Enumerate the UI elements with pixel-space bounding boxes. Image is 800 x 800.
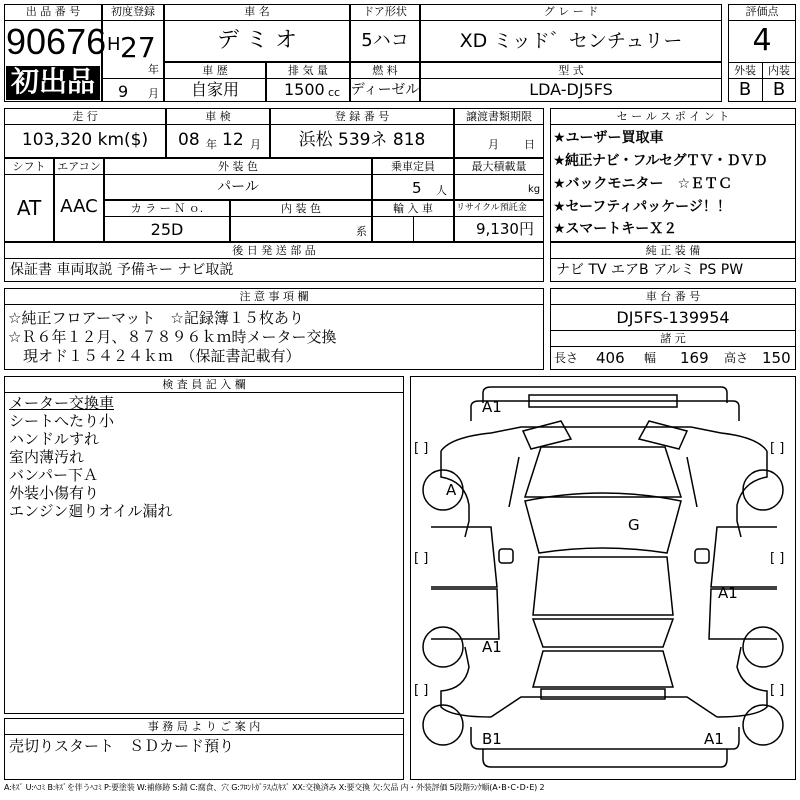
- damage-code-rear-left: B1: [482, 730, 502, 748]
- capacity-label: 乗車定員: [391, 160, 435, 173]
- height: 150: [762, 349, 791, 367]
- left-door-front: [431, 527, 497, 587]
- right-front-fender: [737, 451, 767, 537]
- office-label: 事 務 局 よ り ご 案 内: [147, 720, 261, 733]
- transfer-label: 譲渡書類期限: [466, 110, 532, 123]
- inspector-line: エンジン廻りオイル漏れ: [9, 502, 173, 520]
- damage-code-hood: G: [628, 516, 640, 534]
- spare-wheel-right: [743, 705, 783, 745]
- headlight-right: [639, 421, 687, 449]
- door-label: ドア形状: [363, 5, 407, 18]
- spare-wheel: [423, 705, 463, 745]
- reg-month-unit: 月: [148, 87, 159, 100]
- ext-color: パール: [217, 179, 259, 195]
- notes-label: 注 意 事 項 欄: [239, 290, 309, 303]
- roof: [533, 557, 673, 615]
- car-diagram: [411, 377, 795, 779]
- shift-label: シフト: [12, 160, 46, 173]
- inspection-year: 08: [178, 130, 200, 150]
- transfer-month-unit: 月: [488, 138, 499, 151]
- ac-label: エアコン: [57, 160, 101, 173]
- ac: AAC: [60, 196, 98, 217]
- import-label: 輸 入 車: [393, 202, 433, 215]
- mirror-left: [499, 549, 513, 563]
- sales-point: ★スマートキーＸ２: [553, 221, 678, 237]
- later-parts-label: 後 日 発 送 部 品: [232, 244, 316, 257]
- displacement: 1500: [284, 80, 325, 99]
- inspector-line: ハンドルすれ: [9, 430, 100, 448]
- int-color-label: 内 装 色: [281, 202, 321, 215]
- inspector-label: 検 査 員 記 入 欄: [162, 378, 246, 391]
- load-unit: kg: [528, 184, 541, 195]
- color-no-label: カ ラ ー Ｎ ｏ.: [130, 202, 204, 215]
- model-code: LDA-DJ5FS: [529, 80, 613, 99]
- first-listing-text: 初出品: [10, 65, 95, 98]
- capacity-unit: 人: [436, 184, 447, 197]
- fuel-label: 燃 料: [372, 64, 398, 77]
- sales-point: ★ユーザー買取車: [553, 130, 664, 146]
- hood: [525, 447, 681, 497]
- dims-label: 諸 元: [660, 332, 686, 345]
- history: 自家用: [190, 80, 239, 99]
- later-parts-text: 保証書 車両取説 予備キー ナビ取説: [10, 262, 234, 278]
- note-line: 現オド１５４２４ｋｍ （保証書記載有）: [8, 347, 301, 365]
- inspector-line: シートへたり小: [9, 412, 115, 430]
- office-text: 売切りスタート ＳＤカード預り: [9, 737, 235, 755]
- inspector-line: 室内薄汚れ: [9, 448, 85, 466]
- lot-number-label: 出 品 番 号: [25, 5, 81, 18]
- note-line: ☆Ｒ６年１２月、８７８９６ｋｍ時メーター交換: [8, 328, 337, 346]
- ext-color-label: 外 装 色: [218, 160, 258, 173]
- inspection-label: 車 検: [205, 110, 231, 123]
- int-grade-label: 内装: [768, 64, 790, 77]
- inspection-month-unit: 月: [250, 138, 261, 151]
- headlight-left: [523, 421, 571, 449]
- bracket-mark: [ ]: [770, 683, 785, 698]
- inspector-line: 外装小傷有り: [9, 484, 100, 502]
- sales-point: ★純正ナビ・フルセグＴＶ・ＤＶＤ: [553, 153, 767, 169]
- displacement-unit: cc: [328, 86, 341, 99]
- reg-era: H: [107, 34, 121, 55]
- inspector-line: バンパー下Ａ: [9, 466, 98, 484]
- sales-point: ★バックモニター ☆ＥＴＣ: [553, 176, 733, 192]
- inspector-line: メーター交換車: [9, 394, 115, 412]
- width-label: 幅: [644, 351, 657, 365]
- inspection-year-unit: 年: [206, 138, 217, 151]
- fuel: ディーゼル: [350, 82, 420, 98]
- bracket-mark: [ ]: [414, 441, 429, 456]
- wheel-front-left: [423, 470, 463, 510]
- width: 169: [680, 349, 709, 367]
- mileage: 103,320 km($): [21, 130, 149, 150]
- color-no: 25D: [150, 220, 184, 239]
- reg-year-unit: 年: [148, 63, 159, 76]
- model-code-label: 型 式: [558, 64, 584, 77]
- genuine-text: ナビ TV エアB アルミ PS PW: [556, 262, 744, 278]
- length: 406: [596, 349, 625, 367]
- score: 4: [752, 23, 772, 58]
- damage-code-front-bumper: A1: [482, 398, 502, 416]
- car-name: デ ミ オ: [217, 28, 297, 53]
- chassis-number: DJ5FS-139954: [616, 308, 730, 327]
- inspection-month: 12: [222, 130, 244, 150]
- legend-text: A:ｷｽﾞ U:ﾍｺﾐ B:ｷｽﾞを伴うﾍｺﾐ P:要塗装 W:補修跡 S:錆 C:腐食、穴 G:ﾌﾛﾝﾄｶﾞﾗｽ点ｷｽﾞ XX:交換済み X:要交換 欠:欠品 内・外装評価 5段階ﾗﾝｸ順(A･B･C･D･E) 2: [4, 783, 545, 792]
- length-label: 長さ: [554, 351, 579, 365]
- history-label: 車 歴: [202, 64, 228, 77]
- bracket-mark: [ ]: [414, 683, 429, 698]
- right-door-front: [711, 527, 777, 587]
- wheel-front-right: [743, 470, 783, 510]
- capacity: 5: [412, 179, 422, 197]
- score-label: 評価点: [745, 5, 779, 18]
- height-label: 高さ: [724, 351, 749, 365]
- first-reg-label: 初度登録: [111, 5, 155, 18]
- ext-grade-label: 外装: [734, 64, 756, 77]
- trunk: [533, 651, 673, 687]
- chassis-label: 車 台 番 号: [645, 290, 701, 303]
- bracket-mark: [ ]: [414, 551, 429, 566]
- sales-point: ★セーフティパッケージ！！: [553, 199, 731, 215]
- plate-label: 登 録 番 号: [334, 110, 390, 123]
- damage-code-left-front-fender: A: [446, 481, 457, 499]
- grade-label: グ レ ー ド: [543, 5, 599, 18]
- note-line: ☆純正フロアーマット ☆記録簿１５枚あり: [8, 309, 304, 327]
- ext-grade: B: [738, 79, 752, 100]
- shift: AT: [16, 196, 42, 220]
- recycle-amount: 9,130円: [476, 220, 534, 238]
- mirror-right: [695, 549, 709, 563]
- mileage-label: 走 行: [72, 110, 98, 123]
- damage-code-left-rear-fender: A1: [482, 638, 502, 656]
- bracket-mark: [ ]: [770, 551, 785, 566]
- genuine-label: 純 正 装 備: [645, 244, 701, 257]
- windshield: [525, 493, 681, 553]
- reg-year: 27: [120, 31, 156, 64]
- displacement-label: 排 気 量: [288, 64, 328, 77]
- left-door-rear: [431, 589, 499, 639]
- transfer-day-unit: 日: [524, 138, 535, 151]
- lot-number: 90676: [6, 21, 107, 62]
- bracket-mark: [ ]: [770, 441, 785, 456]
- damage-code-right-rear-door: A1: [718, 584, 738, 602]
- wheel-rear-right: [743, 627, 783, 667]
- car-name-label: 車 名: [244, 5, 270, 18]
- recycle-label: リサイクル預託金: [456, 203, 527, 213]
- right-rear-fender: [717, 647, 767, 717]
- int-grade: B: [772, 79, 786, 100]
- rear-bumper-outline: [471, 727, 739, 749]
- int-color-unit: 系: [356, 225, 367, 238]
- rear-window: [533, 619, 673, 647]
- damage-code-rear-right: A1: [704, 730, 724, 748]
- grade: XD ミッド゛センチュリー: [459, 30, 683, 52]
- sales-points-label: セ ー ル ス ポ イ ン ト: [616, 110, 730, 123]
- wheel-rear-left: [423, 627, 463, 667]
- door-type: 5ハコ: [361, 30, 409, 51]
- reg-month: 9: [118, 82, 129, 101]
- load-label: 最大積載量: [471, 160, 527, 173]
- plate: 浜松 539ネ 818: [298, 130, 426, 150]
